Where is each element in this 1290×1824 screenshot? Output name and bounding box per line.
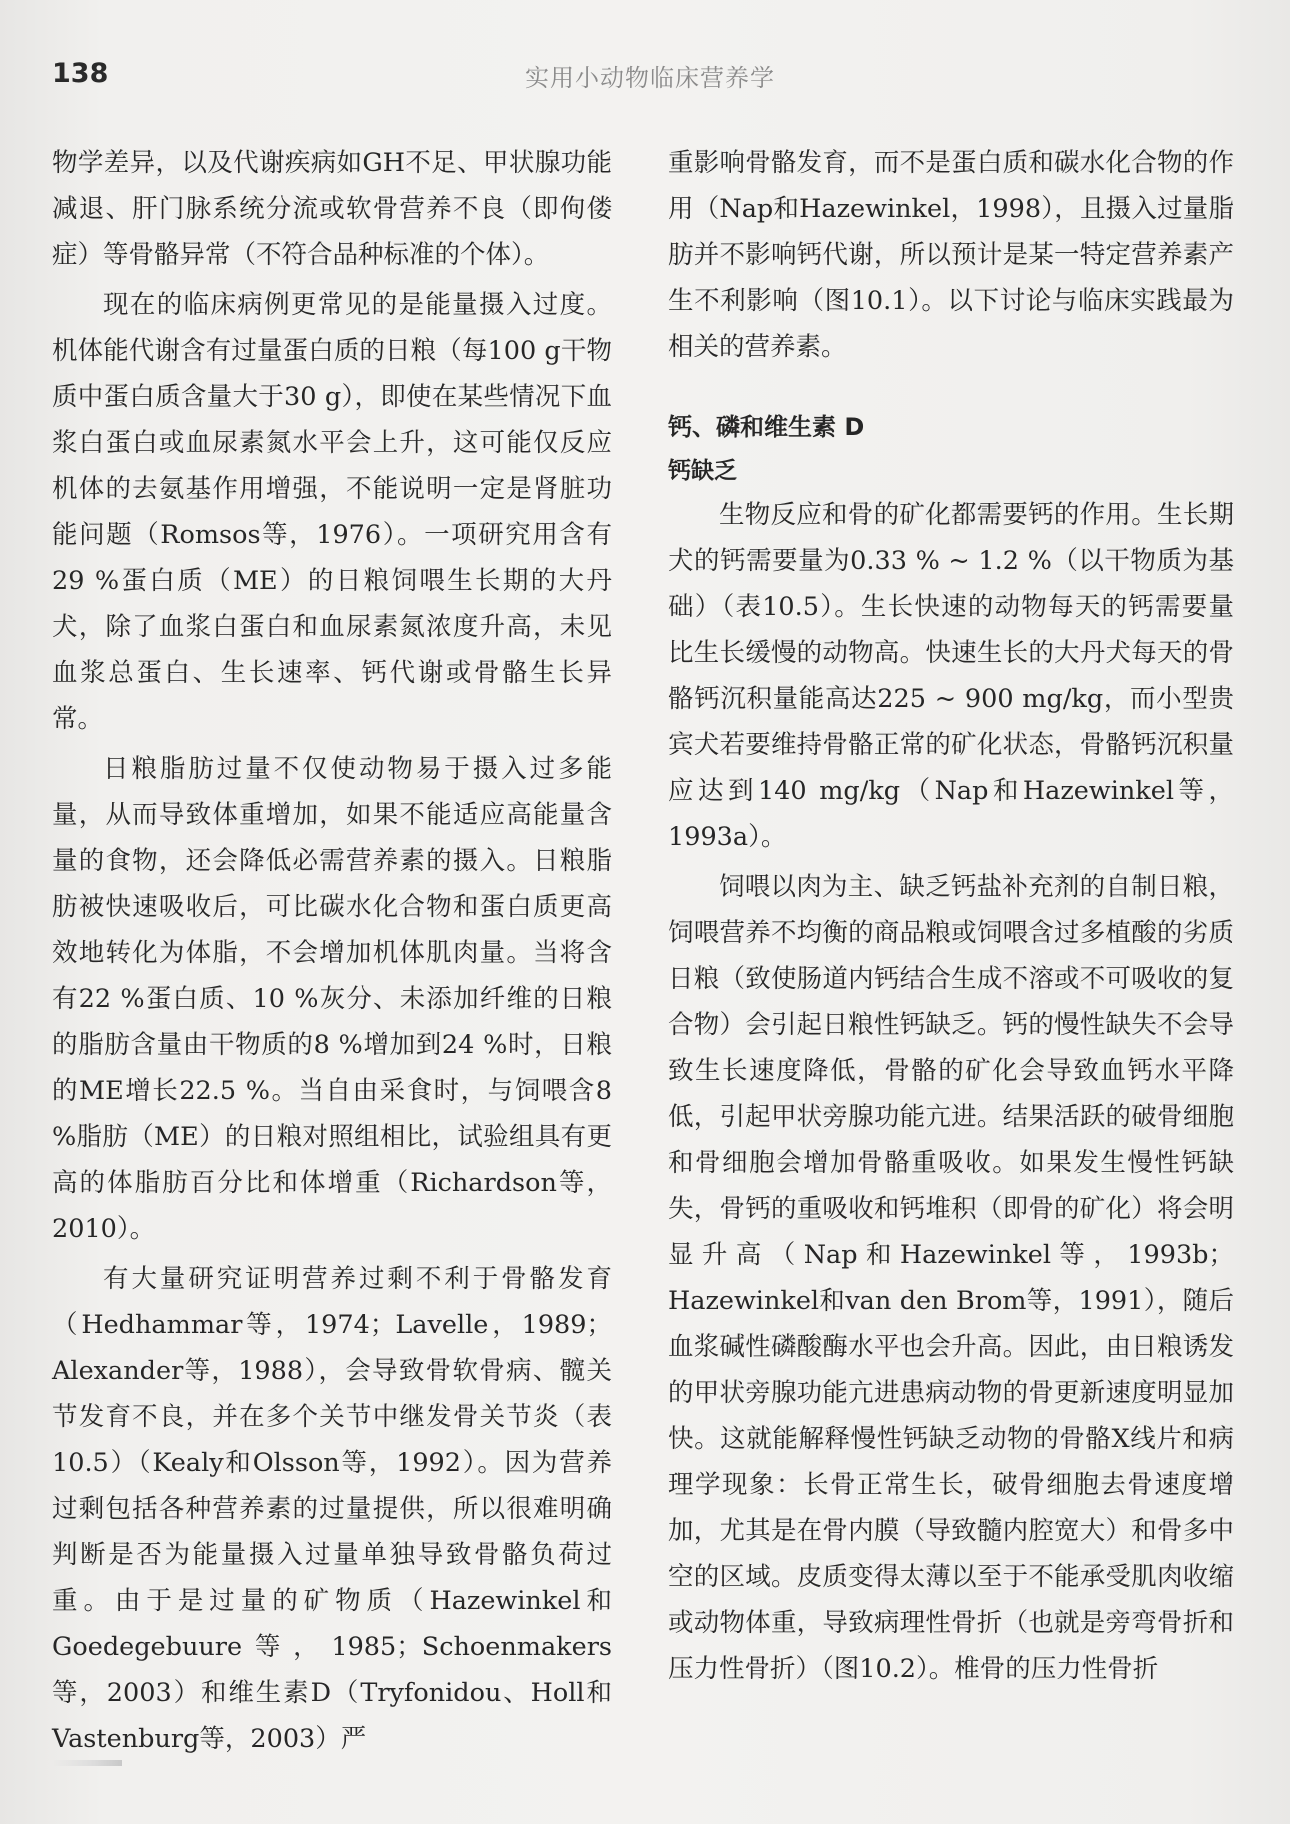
scan-smudge bbox=[52, 1760, 122, 1766]
subsection-heading: 钙缺乏 bbox=[668, 458, 737, 484]
running-title: 实用小动物临床营养学 bbox=[525, 64, 775, 92]
left-text-column bbox=[52, 140, 612, 1762]
paragraph: 现在的临床病例更常见的是能量摄入过度。机体能代谢含有过量蛋白质的日粮（每100 g干物质中蛋白质含量大于30 g），即使在某些情况下血浆白蛋白或血尿素氮水平会上升，这可能仅反应机体的去氨基作用增强，不能说明一定是肾脏功能问题（Romsos等，1976）。一项研究用含有29 %蛋白质（ME）的日粮饲喂生长期的大丹犬，除了血浆白蛋白和血尿素氮浓度升高，未见血浆总蛋白、生长速率、钙代谢或骨骼生长异常。 bbox=[52, 290, 612, 734]
paragraph: 物学差异，以及代谢疾病如GH不足、甲状腺功能减退、肝门脉系统分流或软骨营养不良（即佝偻症）等骨骼异常（不符合品种标准的个体）。 bbox=[52, 148, 612, 270]
right-text-column bbox=[668, 140, 1234, 1692]
section-heading: 钙、磷和维生素 D bbox=[668, 413, 865, 441]
page-number: 138 bbox=[52, 58, 109, 89]
paragraph: 有大量研究证明营养过剩不利于骨骼发育（Hedhammar等，1974；Lavelle，1989；Alexander等，1988），会导致骨软骨病、髋关节发育不良，并在多个关节中继发骨关节炎（表10.5）（Kealy和Olsson等，1992）。因为营养过剩包括各种营养素的过量提供，所以很难明确判断是否为能量摄入过量单独导致骨骼负荷过重。由于是过量的矿物质（Hazewinkel和Goedegebuure等，1985；Schoenmakers等，2003）和维生素D（Tryfonidou、Holl和Vastenburg等，2003）严 bbox=[52, 1264, 612, 1754]
paragraph: 日粮脂肪过量不仅使动物易于摄入过多能量，从而导致体重增加，如果不能适应高能量含量的食物，还会降低必需营养素的摄入。日粮脂肪被快速吸收后，可比碳水化合物和蛋白质更高效地转化为体脂，不会增加机体肌肉量。当将含有22 %蛋白质、10 %灰分、未添加纤维的日粮的脂肪含量由干物质的8 %增加到24 %时，日粮的ME增长22.5 %。当自由采食时，与饲喂含8 %脂肪（ME）的日粮对照组相比，试验组具有更高的体脂肪百分比和体增重（Richardson等，2010）。 bbox=[52, 754, 612, 1244]
paragraph: 重影响骨骼发育，而不是蛋白质和碳水化合物的作用（Nap和Hazewinkel，1998），且摄入过量脂肪并不影响钙代谢，所以预计是某一特定营养素产生不利影响（图10.1）。以下讨论与临床实践最为相关的营养素。 bbox=[668, 148, 1234, 362]
paragraph: 饲喂以肉为主、缺乏钙盐补充剂的自制日粮，饲喂营养不均衡的商品粮或饲喂含过多植酸的劣质日粮（致使肠道内钙结合生成不溶或不可吸收的复合物）会引起日粮性钙缺乏。钙的慢性缺失不会导致生长速度降低，骨骼的矿化会导致血钙水平降低，引起甲状旁腺功能亢进。结果活跃的破骨细胞和骨细胞会增加骨骼重吸收。如果发生慢性钙缺失，骨钙的重吸收和钙堆积（即骨的矿化）将会明显升高（Nap和Hazewinkel等，1993b；Hazewinkel和van den Brom等，1991），随后血浆碱性磷酸酶水平也会升高。因此，由日粮诱发的甲状旁腺功能亢进患病动物的骨更新速度明显加快。这就能解释慢性钙缺乏动物的骨骼X线片和病理学现象：长骨正常生长，破骨细胞去骨速度增加，尤其是在骨内膜（导致髓内腔宽大）和骨多中空的区域。皮质变得太薄以至于不能承受肌肉收缩或动物体重，导致病理性骨折（也就是旁弯骨折和压力性骨折）（图10.2）。椎骨的压力性骨折 bbox=[668, 872, 1234, 1684]
paragraph: 生物反应和骨的矿化都需要钙的作用。生长期犬的钙需要量为0.33 % ~ 1.2 %（以干物质为基础）（表10.5）。生长快速的动物每天的钙需要量比生长缓慢的动物高。快速生长的大丹犬每天的骨骼钙沉积量能高达225 ~ 900 mg/kg，而小型贵宾犬若要维持骨骼正常的矿化状态，骨骼钙沉积量应达到140 mg/kg（Nap和Hazewinkel等，1993a）。 bbox=[668, 500, 1234, 852]
